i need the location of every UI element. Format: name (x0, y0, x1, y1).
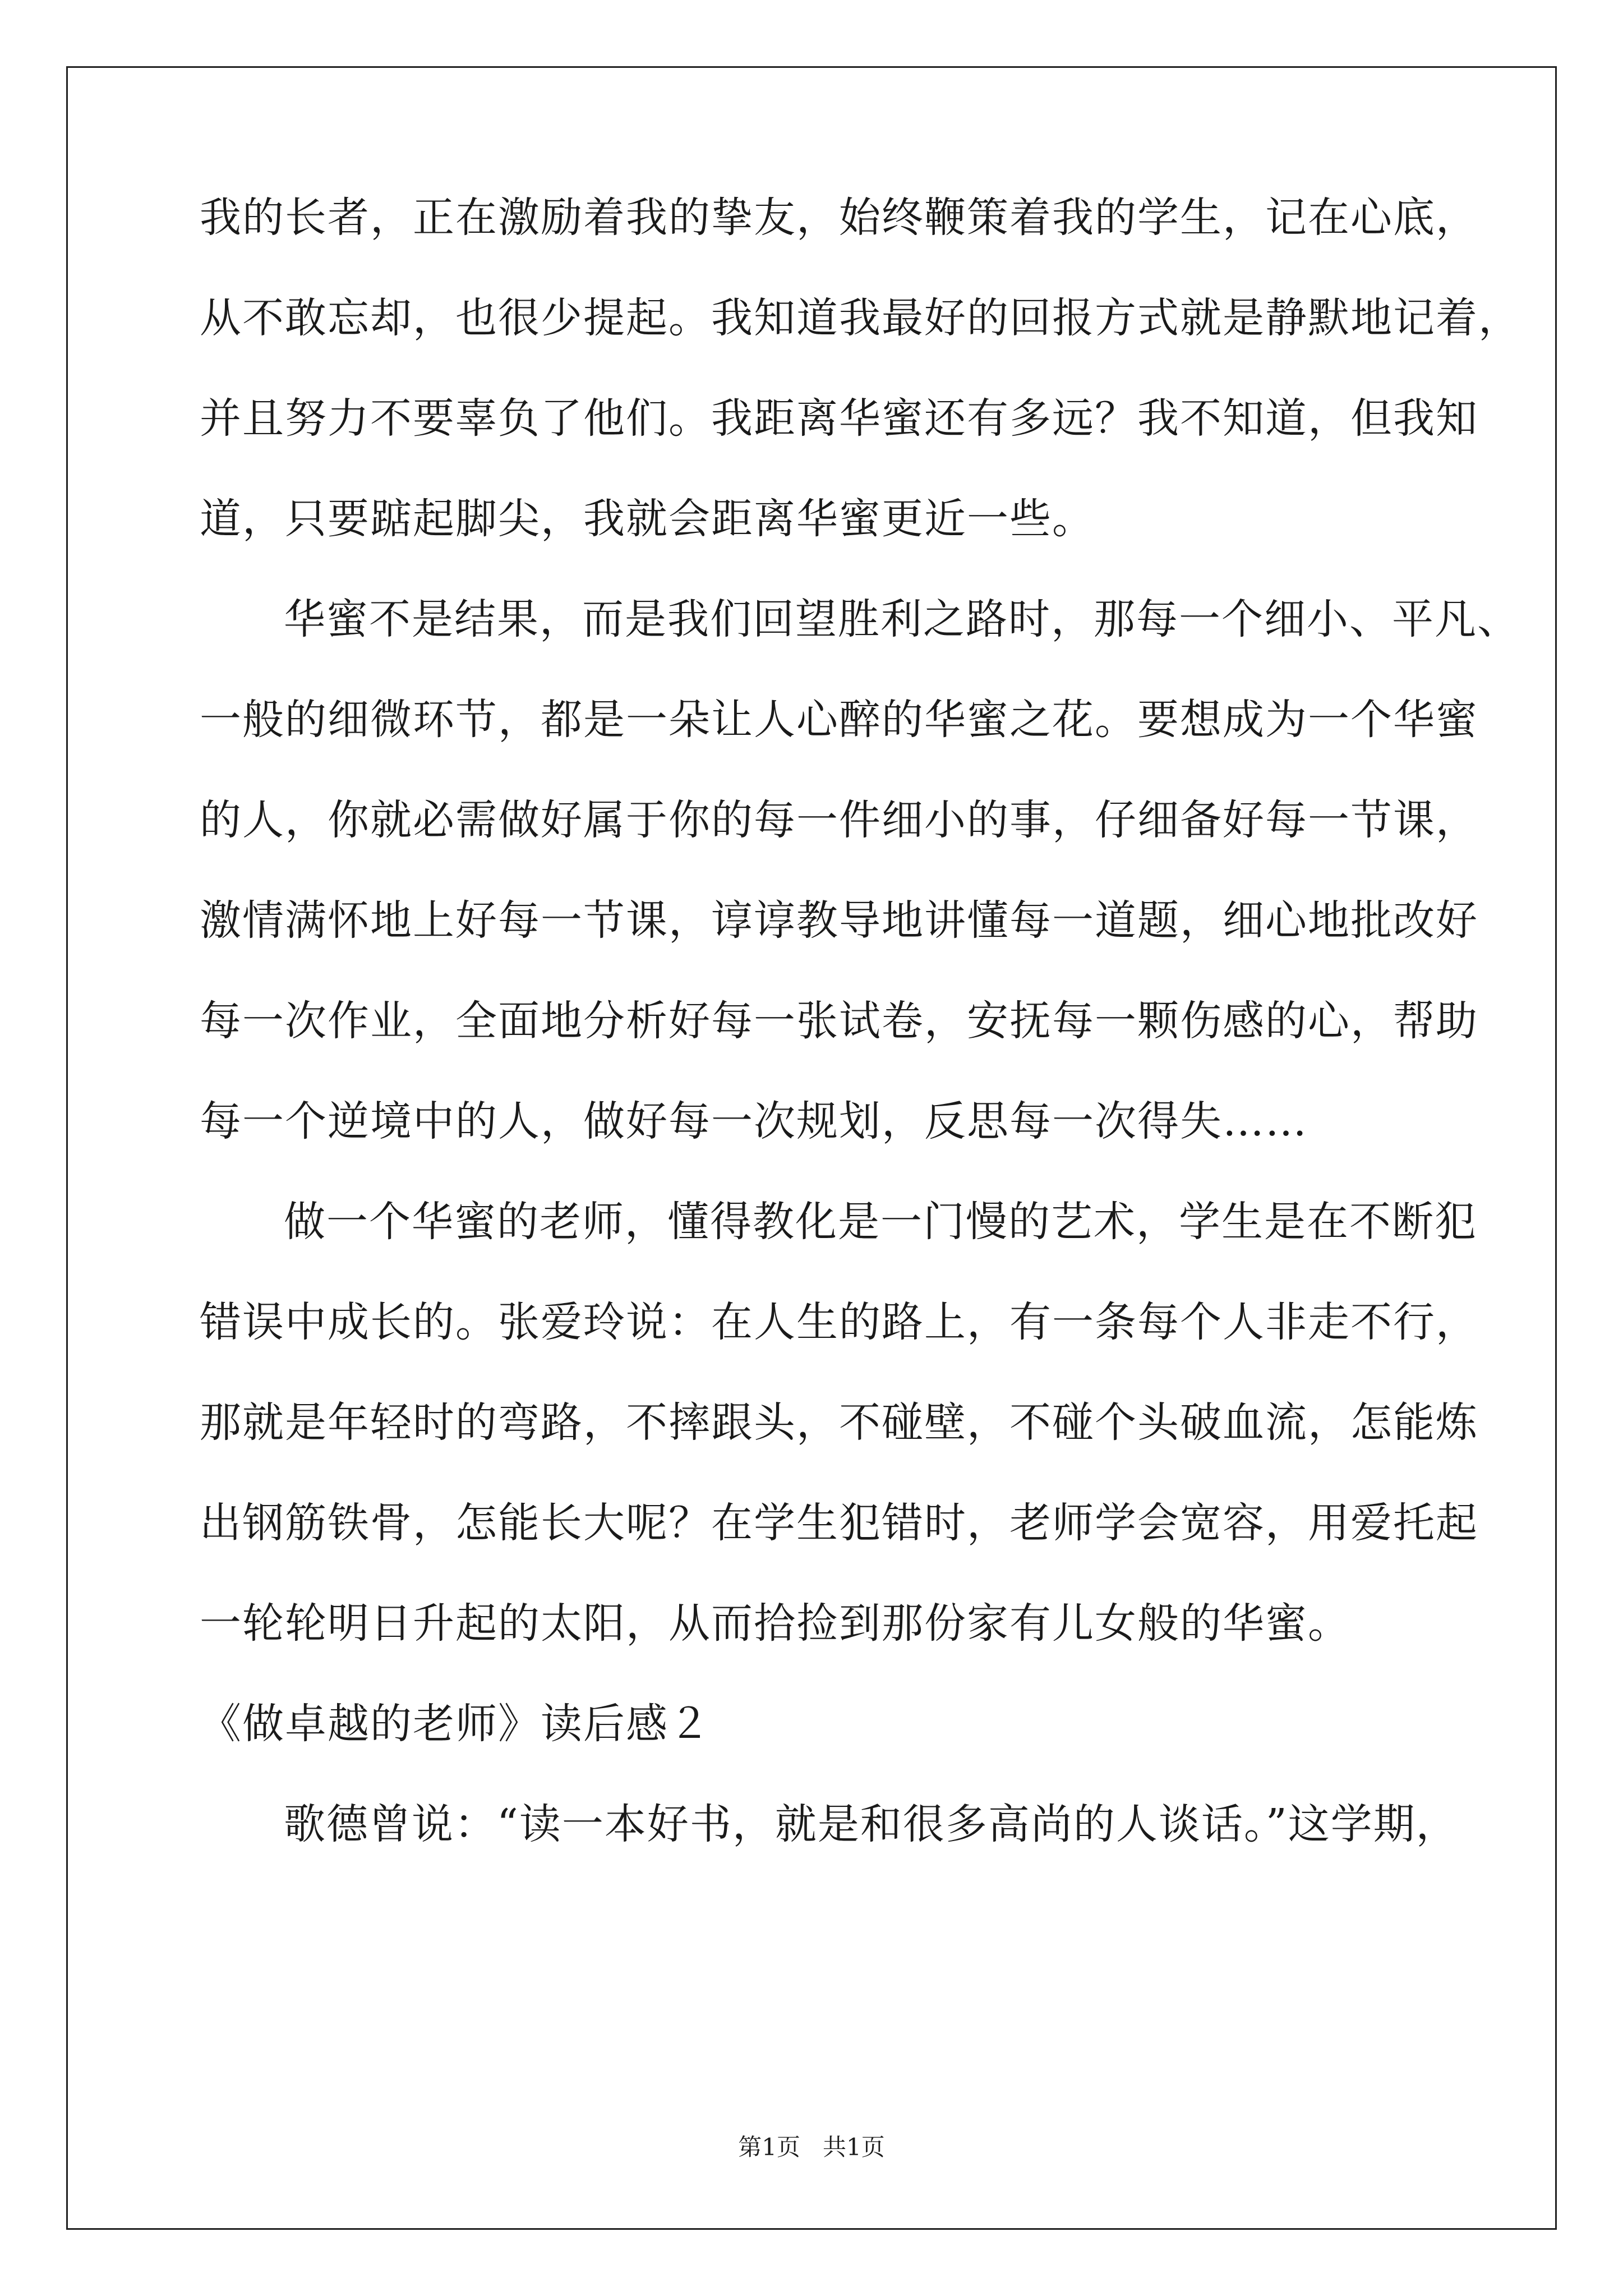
text-line: 错误中成长的。张爱玲说：在人生的路上，有一条每个人非走不行， (200, 1298, 1478, 1346)
text-line: 从不敢忘却，也很少提起。我知道我最好的回报方式就是静默地记着， (200, 294, 1521, 342)
paragraph-first-line: 华蜜不是结果，而是我们回望胜利之路时，那每一个细小、平凡、 (284, 595, 1520, 643)
text-line: 一般的细微环节，都是一朵让人心醉的华蜜之花。要想成为一个华蜜 (200, 696, 1478, 744)
text-line: 我的长者，正在激励着我的挚友，始终鞭策着我的学生，记在心底， (200, 194, 1478, 242)
text-line: 的人，你就必需做好属于你的每一件细小的事，仔细备好每一节课， (200, 796, 1478, 844)
paragraph-first-line: 歌德曾说：“读一本好书，就是和很多高尚的人谈话。”这学期， (284, 1800, 1459, 1848)
text-line: 那就是年轻时的弯路，不摔跟头，不碰壁，不碰个头破血流，怎能炼 (200, 1398, 1478, 1447)
text-line: 每一个逆境中的人，做好每一次规划，反思每一次得失…… (200, 1097, 1308, 1145)
page-number-total: 共1页 (823, 2133, 885, 2161)
page-number-current: 第1页 (738, 2133, 800, 2161)
text-line: 激情满怀地上好每一节课，谆谆教导地讲懂每一道题，细心地批改好 (200, 896, 1478, 945)
document-body (200, 192, 1521, 1849)
section-heading: 《做卓越的老师》读后感２ (200, 1700, 711, 1748)
text-line: 并且努力不要辜负了他们。我距离华蜜还有多远？我不知道，但我知 (200, 394, 1478, 443)
text-line: 道，只要踮起脚尖，我就会距离华蜜更近一些。 (200, 495, 1095, 543)
page-footer (0, 2133, 1623, 2161)
paragraph-first-line: 做一个华蜜的老师，懂得教化是一门慢的艺术，学生是在不断犯 (284, 1198, 1477, 1246)
text-line: 每一次作业，全面地分析好每一张试卷，安抚每一颗伤感的心，帮助 (200, 997, 1478, 1045)
text-line: 一轮轮明日升起的太阳，从而拾捡到那份家有儿女般的华蜜。 (200, 1599, 1350, 1648)
text-line: 出钢筋铁骨，怎能长大呢？在学生犯错时，老师学会宽容，用爱托起 (200, 1499, 1478, 1547)
